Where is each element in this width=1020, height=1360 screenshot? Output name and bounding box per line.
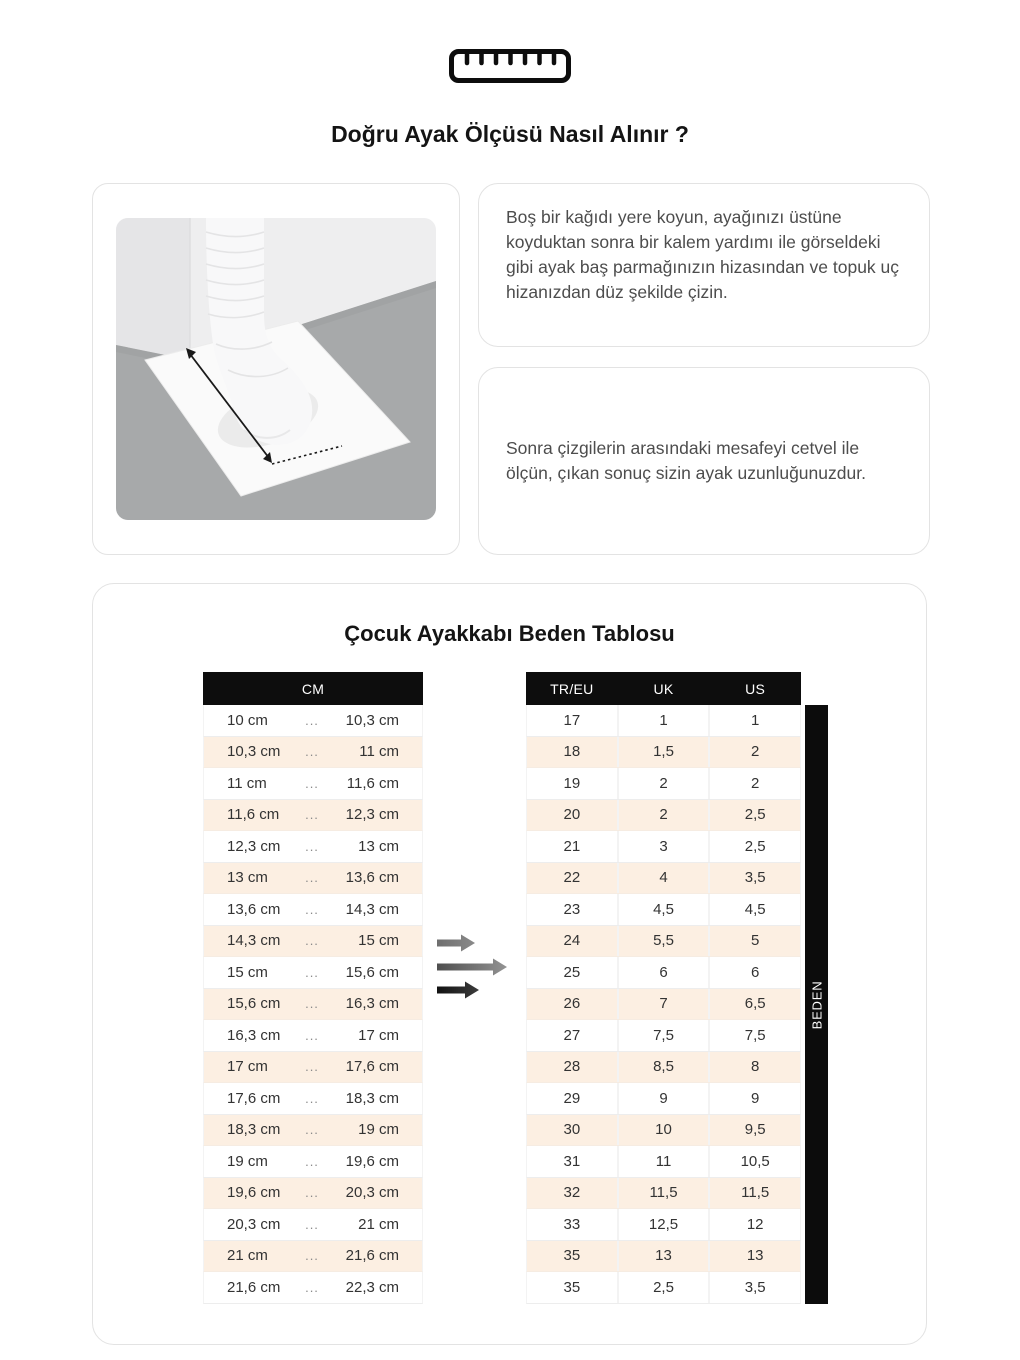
cm-range-to: 15,6 cm (345, 963, 399, 981)
instruction-step-1-text: Boş bir kağıdı yere koyun, ayağınızı üstüne koyduktan sonra bir kalem yardımı ile görseldeki gibi ayak baş parmağınızın hizasından ve topuk uç hizanızdan düz şekilde çizin. (506, 207, 900, 302)
uk-value: 2 (617, 800, 709, 831)
cm-range-separator: ... (305, 1248, 319, 1264)
size-table-row (526, 1115, 801, 1147)
tr-eu-value: 35 (563, 1247, 581, 1265)
cm-table-row (203, 800, 423, 832)
tr-eu-value: 18 (563, 743, 581, 761)
cm-table-row (203, 1083, 423, 1115)
size-table-row (526, 894, 801, 926)
tr-eu-value: 29 (563, 1089, 581, 1107)
size-table-row (526, 1052, 801, 1084)
size-table-row (526, 737, 801, 769)
uk-value: 7,5 (617, 1020, 709, 1051)
cm-range-to: 13 cm (358, 837, 399, 855)
cm-table-row (203, 1209, 423, 1241)
cm-table-row (203, 926, 423, 958)
cm-range-to: 17,6 cm (345, 1058, 399, 1076)
cm-range-separator: ... (305, 1185, 319, 1201)
cm-table-rows (203, 705, 423, 1304)
us-value: 1 (708, 705, 800, 736)
cm-range-separator: ... (305, 744, 319, 760)
tr-eu-value: 22 (563, 869, 581, 887)
col-header-us: US (745, 680, 766, 697)
us-value: 4,5 (708, 894, 800, 925)
cm-range-from: 17,6 cm (227, 1089, 281, 1107)
instruction-step-1 (478, 183, 930, 347)
cm-range-from: 11 cm (227, 774, 267, 792)
cm-range-from: 19,6 cm (227, 1184, 281, 1202)
cm-range-from: 18,3 cm (227, 1121, 281, 1139)
cm-table-row (203, 989, 423, 1021)
cm-range-separator: ... (305, 807, 319, 823)
uk-value: 12,5 (617, 1209, 709, 1240)
cm-range-from: 10 cm (227, 711, 268, 729)
us-value: 8 (708, 1052, 800, 1083)
cm-range-from: 19 cm (227, 1152, 268, 1170)
uk-value: 10 (617, 1115, 709, 1146)
uk-value: 11,5 (617, 1178, 709, 1209)
cm-range-to: 18,3 cm (345, 1089, 399, 1107)
tr-eu-value: 23 (563, 900, 581, 918)
cm-range-from: 12,3 cm (227, 837, 281, 855)
cm-table-row (203, 894, 423, 926)
cm-table-header: CM (203, 672, 423, 705)
us-value: 12 (708, 1209, 800, 1240)
us-value: 5 (708, 926, 800, 957)
cm-table-row (203, 705, 423, 737)
transfer-arrows-icon (431, 920, 531, 1005)
size-table-row (526, 800, 801, 832)
cm-range-separator: ... (305, 1059, 319, 1075)
cm-range-from: 21,6 cm (227, 1278, 281, 1296)
uk-value: 5,5 (617, 926, 709, 957)
tr-eu-value: 21 (563, 837, 581, 855)
cm-table-row (203, 1178, 423, 1210)
us-value: 7,5 (708, 1020, 800, 1051)
cm-table-row (203, 1146, 423, 1178)
page-title: Doğru Ayak Ölçüsü Nasıl Alınır ? (331, 121, 689, 147)
cm-range-from: 15,6 cm (227, 995, 281, 1013)
cm-range-to: 22,3 cm (345, 1278, 399, 1296)
us-value: 10,5 (708, 1146, 800, 1177)
us-value: 3,5 (708, 1272, 800, 1303)
cm-table-row (203, 1052, 423, 1084)
eu-uk-us-table (526, 672, 801, 1304)
uk-value: 4 (617, 863, 709, 894)
cm-range-separator: ... (305, 775, 319, 791)
cm-range-to: 20,3 cm (345, 1184, 399, 1202)
cm-range-from: 20,3 cm (227, 1215, 281, 1233)
cm-range-to: 19 cm (358, 1121, 399, 1139)
instruction-step-2-text: Sonra çizgilerin arasındaki mesafeyi cetvel ile ölçün, çıkan sonuç sizin ayak uzunluğunuzdur. (506, 438, 866, 483)
cm-range-to: 12,3 cm (345, 806, 399, 824)
cm-range-to: 10,3 cm (345, 711, 399, 729)
tr-eu-value: 19 (563, 774, 581, 792)
tr-eu-value: 17 (563, 711, 581, 729)
size-table-row (526, 1209, 801, 1241)
uk-value: 2 (617, 768, 709, 799)
cm-table-row (203, 768, 423, 800)
us-value: 11,5 (708, 1178, 800, 1209)
size-table-rows (526, 705, 801, 1304)
cm-range-separator: ... (305, 870, 319, 886)
instruction-step-2 (478, 367, 930, 555)
us-value: 6 (708, 957, 800, 988)
uk-value: 1,5 (617, 737, 709, 768)
size-table-row (526, 1272, 801, 1304)
tr-eu-value: 35 (563, 1278, 581, 1296)
uk-value: 7 (617, 989, 709, 1020)
size-table-title: Çocuk Ayakkabı Beden Tablosu (344, 621, 675, 646)
size-table-row (526, 863, 801, 895)
size-table-row (526, 989, 801, 1021)
foot-photo-card (92, 183, 460, 555)
cm-range-separator: ... (305, 1216, 319, 1232)
cm-range-from: 15 cm (227, 963, 268, 981)
instruction-steps (478, 183, 930, 555)
cm-table-row (203, 957, 423, 989)
cm-range-from: 10,3 cm (227, 743, 281, 761)
tr-eu-value: 26 (563, 995, 581, 1013)
cm-range-from: 13 cm (227, 869, 268, 887)
size-table-row (526, 1083, 801, 1115)
uk-value: 1 (617, 705, 709, 736)
size-table-row (526, 831, 801, 863)
cm-range-from: 14,3 cm (227, 932, 281, 950)
us-value: 9,5 (708, 1115, 800, 1146)
us-value: 3,5 (708, 863, 800, 894)
size-table-card (92, 583, 927, 1345)
cm-table-row (203, 863, 423, 895)
cm-table-row (203, 1115, 423, 1147)
us-value: 9 (708, 1083, 800, 1114)
cm-range-separator: ... (305, 1027, 319, 1043)
tr-eu-value: 25 (563, 963, 581, 981)
tr-eu-value: 30 (563, 1121, 581, 1139)
tr-eu-value: 32 (563, 1184, 581, 1202)
cm-range-to: 19,6 cm (345, 1152, 399, 1170)
uk-value: 3 (617, 831, 709, 862)
us-value: 2,5 (708, 831, 800, 862)
cm-table-row (203, 1241, 423, 1273)
cm-range-to: 17 cm (358, 1026, 399, 1044)
ruler-icon (449, 49, 571, 83)
foot-measurement-photo (116, 218, 436, 520)
uk-value: 2,5 (617, 1272, 709, 1303)
cm-range-separator: ... (305, 996, 319, 1012)
cm-range-to: 21,6 cm (345, 1247, 399, 1265)
size-table-header (526, 672, 801, 705)
cm-range-from: 17 cm (227, 1058, 268, 1076)
tr-eu-value: 33 (563, 1215, 581, 1233)
size-table-row (526, 926, 801, 958)
cm-range-separator: ... (305, 933, 319, 949)
size-table-row (526, 1146, 801, 1178)
us-value: 2 (708, 737, 800, 768)
cm-range-from: 11,6 cm (227, 806, 280, 824)
cm-range-separator: ... (305, 1090, 319, 1106)
beden-side-label: BEDEN (809, 980, 824, 1029)
uk-value: 9 (617, 1083, 709, 1114)
cm-range-separator: ... (305, 964, 319, 980)
cm-range-to: 14,3 cm (345, 900, 399, 918)
uk-value: 11 (617, 1146, 709, 1177)
cm-range-from: 13,6 cm (227, 900, 281, 918)
cm-table-row (203, 1272, 423, 1304)
cm-range-from: 16,3 cm (227, 1026, 281, 1044)
cm-range-separator: ... (305, 1153, 319, 1169)
cm-range-to: 13,6 cm (345, 869, 399, 887)
col-header-tr-eu: TR/EU (550, 680, 594, 697)
beden-side-bar (805, 705, 828, 1304)
cm-range-from: 21 cm (227, 1247, 268, 1265)
cm-range-to: 15 cm (358, 932, 399, 950)
cm-range-separator: ... (305, 1279, 319, 1295)
cm-range-to: 21 cm (358, 1215, 399, 1233)
size-table-row (526, 1241, 801, 1273)
cm-table-row (203, 737, 423, 769)
tr-eu-value: 20 (563, 806, 581, 824)
tr-eu-value: 28 (563, 1058, 581, 1076)
col-header-uk: UK (653, 680, 674, 697)
us-value: 13 (708, 1241, 800, 1272)
cm-range-separator: ... (305, 1122, 319, 1138)
uk-value: 6 (617, 957, 709, 988)
cm-table-row (203, 1020, 423, 1052)
cm-range-separator: ... (305, 712, 319, 728)
uk-value: 13 (617, 1241, 709, 1272)
tr-eu-value: 27 (563, 1026, 581, 1044)
tr-eu-value: 31 (563, 1152, 581, 1170)
cm-table (203, 672, 423, 1304)
size-table-row (526, 957, 801, 989)
cm-table-row (203, 831, 423, 863)
cm-range-separator: ... (305, 838, 319, 854)
uk-value: 4,5 (617, 894, 709, 925)
us-value: 2,5 (708, 800, 800, 831)
cm-range-separator: ... (305, 901, 319, 917)
uk-value: 8,5 (617, 1052, 709, 1083)
cm-range-to: 11,6 cm (346, 774, 399, 792)
size-table-row (526, 768, 801, 800)
size-table-row (526, 705, 801, 737)
us-value: 2 (708, 768, 800, 799)
how-to-measure-section (92, 183, 930, 555)
size-table-row (526, 1178, 801, 1210)
us-value: 6,5 (708, 989, 800, 1020)
cm-range-to: 11 cm (359, 743, 399, 761)
tr-eu-value: 24 (563, 932, 581, 950)
cm-range-to: 16,3 cm (345, 995, 399, 1013)
size-table-row (526, 1020, 801, 1052)
hero-section (0, 0, 1020, 148)
